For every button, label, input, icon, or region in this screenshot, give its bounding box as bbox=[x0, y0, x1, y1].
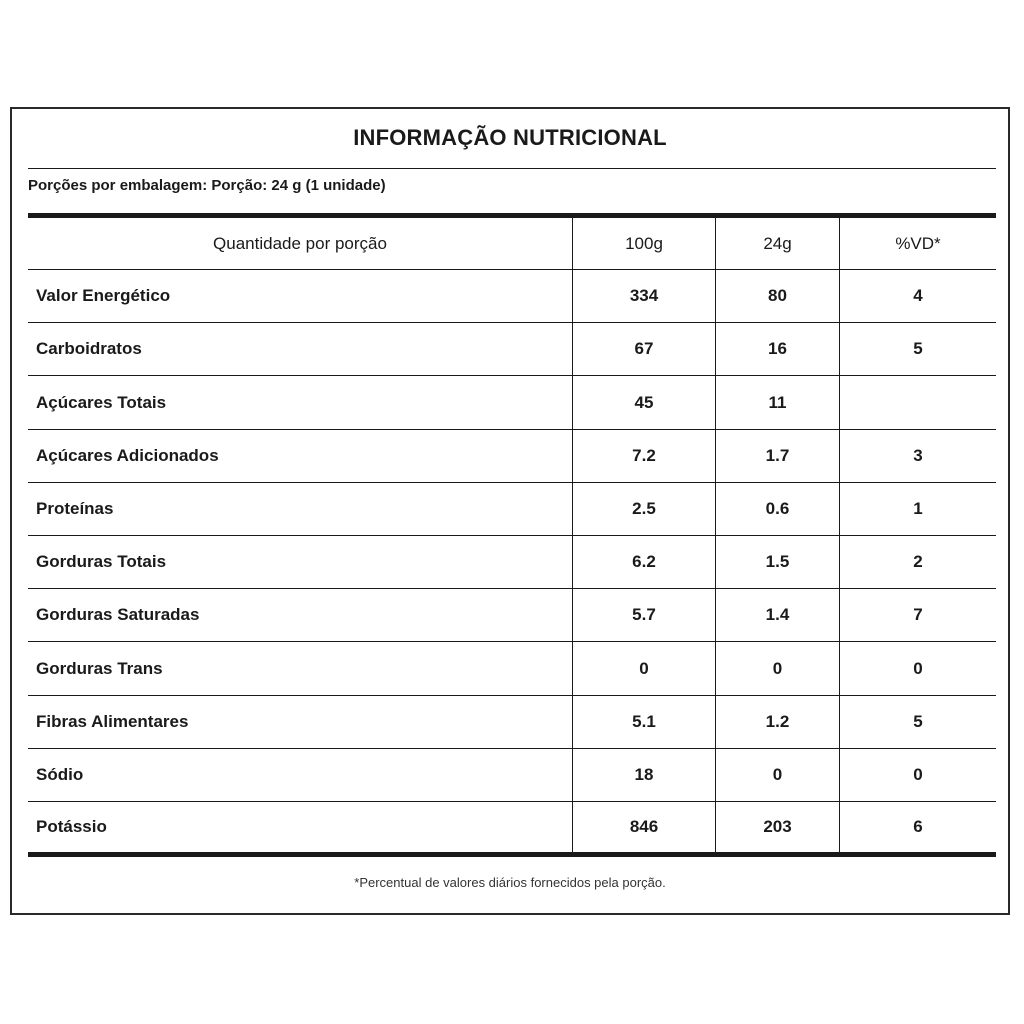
value-per-100g: 7.2 bbox=[573, 430, 716, 482]
value-per-100g: 18 bbox=[573, 749, 716, 801]
value-per-24g: 203 bbox=[716, 802, 840, 852]
header-per-24g: 24g bbox=[716, 218, 840, 269]
value-daily-percent: 4 bbox=[913, 286, 923, 305]
table-row bbox=[28, 642, 996, 696]
value-daily-percent: 7 bbox=[913, 605, 923, 624]
table-row bbox=[28, 536, 996, 589]
value-per-100g: 5.1 bbox=[573, 696, 716, 748]
value-per-24g: 11 bbox=[716, 376, 840, 429]
title-divider bbox=[28, 168, 996, 169]
value-per-24g: 16 bbox=[716, 323, 840, 375]
value-per-24g: 1.7 bbox=[716, 430, 840, 482]
value-per-24g: 1.5 bbox=[716, 536, 840, 588]
table-row bbox=[28, 749, 996, 802]
value-per-24g: 0 bbox=[716, 749, 840, 801]
nutrition-facts-panel bbox=[10, 107, 1010, 915]
value-per-24g: 1.4 bbox=[716, 589, 840, 641]
table-row bbox=[28, 430, 996, 483]
value-daily-percent: 5 bbox=[913, 712, 923, 731]
nutrient-name: Fibras Alimentares bbox=[28, 696, 573, 748]
header-quantity-per-serving: Quantidade por porção bbox=[28, 218, 573, 269]
table-header-row bbox=[28, 218, 996, 270]
value-daily-percent: 0 bbox=[913, 765, 923, 784]
value-daily-percent bbox=[840, 376, 996, 429]
value-per-100g: 846 bbox=[573, 802, 716, 852]
nutrient-name: Açúcares Totais bbox=[28, 376, 573, 429]
table-row bbox=[28, 323, 996, 376]
nutrient-name: Gorduras Saturadas bbox=[28, 589, 573, 641]
value-daily-percent: 6 bbox=[913, 817, 923, 836]
nutrient-name: Potássio bbox=[28, 802, 573, 852]
value-daily-percent: 3 bbox=[913, 446, 923, 465]
value-per-100g: 45 bbox=[573, 376, 716, 429]
nutrient-name: Carboidratos bbox=[28, 323, 573, 375]
nutrition-table bbox=[28, 218, 996, 852]
value-per-24g: 0 bbox=[716, 642, 840, 695]
value-per-100g: 67 bbox=[573, 323, 716, 375]
value-per-100g: 0 bbox=[573, 642, 716, 695]
footnote: *Percentual de valores diários fornecidos pela porção. bbox=[354, 875, 666, 890]
table-row bbox=[28, 589, 996, 642]
table-bottom-rule bbox=[28, 852, 996, 857]
value-per-24g: 1.2 bbox=[716, 696, 840, 748]
value-per-100g: 5.7 bbox=[573, 589, 716, 641]
value-daily-percent: 1 bbox=[913, 499, 923, 518]
table-row bbox=[28, 376, 996, 430]
nutrient-name: Gorduras Trans bbox=[28, 642, 573, 695]
table-row bbox=[28, 802, 996, 852]
nutrient-name: Proteínas bbox=[28, 483, 573, 535]
nutrient-name: Sódio bbox=[28, 749, 573, 801]
value-per-100g: 6.2 bbox=[573, 536, 716, 588]
value-daily-percent: 0 bbox=[913, 658, 923, 678]
nutrient-name: Gorduras Totais bbox=[28, 536, 573, 588]
table-row bbox=[28, 270, 996, 323]
servings-info: Porções por embalagem: Porção: 24 g (1 unidade) bbox=[28, 177, 386, 194]
header-daily-value: %VD* bbox=[895, 233, 941, 253]
value-per-24g: 80 bbox=[716, 270, 840, 322]
value-per-24g: 0.6 bbox=[716, 483, 840, 535]
table-row bbox=[28, 483, 996, 536]
value-per-100g: 334 bbox=[573, 270, 716, 322]
panel-title: INFORMAÇÃO NUTRICIONAL bbox=[353, 125, 667, 150]
value-daily-percent: 2 bbox=[913, 552, 923, 571]
value-per-100g: 2.5 bbox=[573, 483, 716, 535]
value-daily-percent: 5 bbox=[913, 339, 923, 358]
nutrient-name: Açúcares Adicionados bbox=[28, 430, 573, 482]
table-row bbox=[28, 696, 996, 749]
header-per-100g: 100g bbox=[573, 218, 716, 269]
nutrient-name: Valor Energético bbox=[28, 270, 573, 322]
